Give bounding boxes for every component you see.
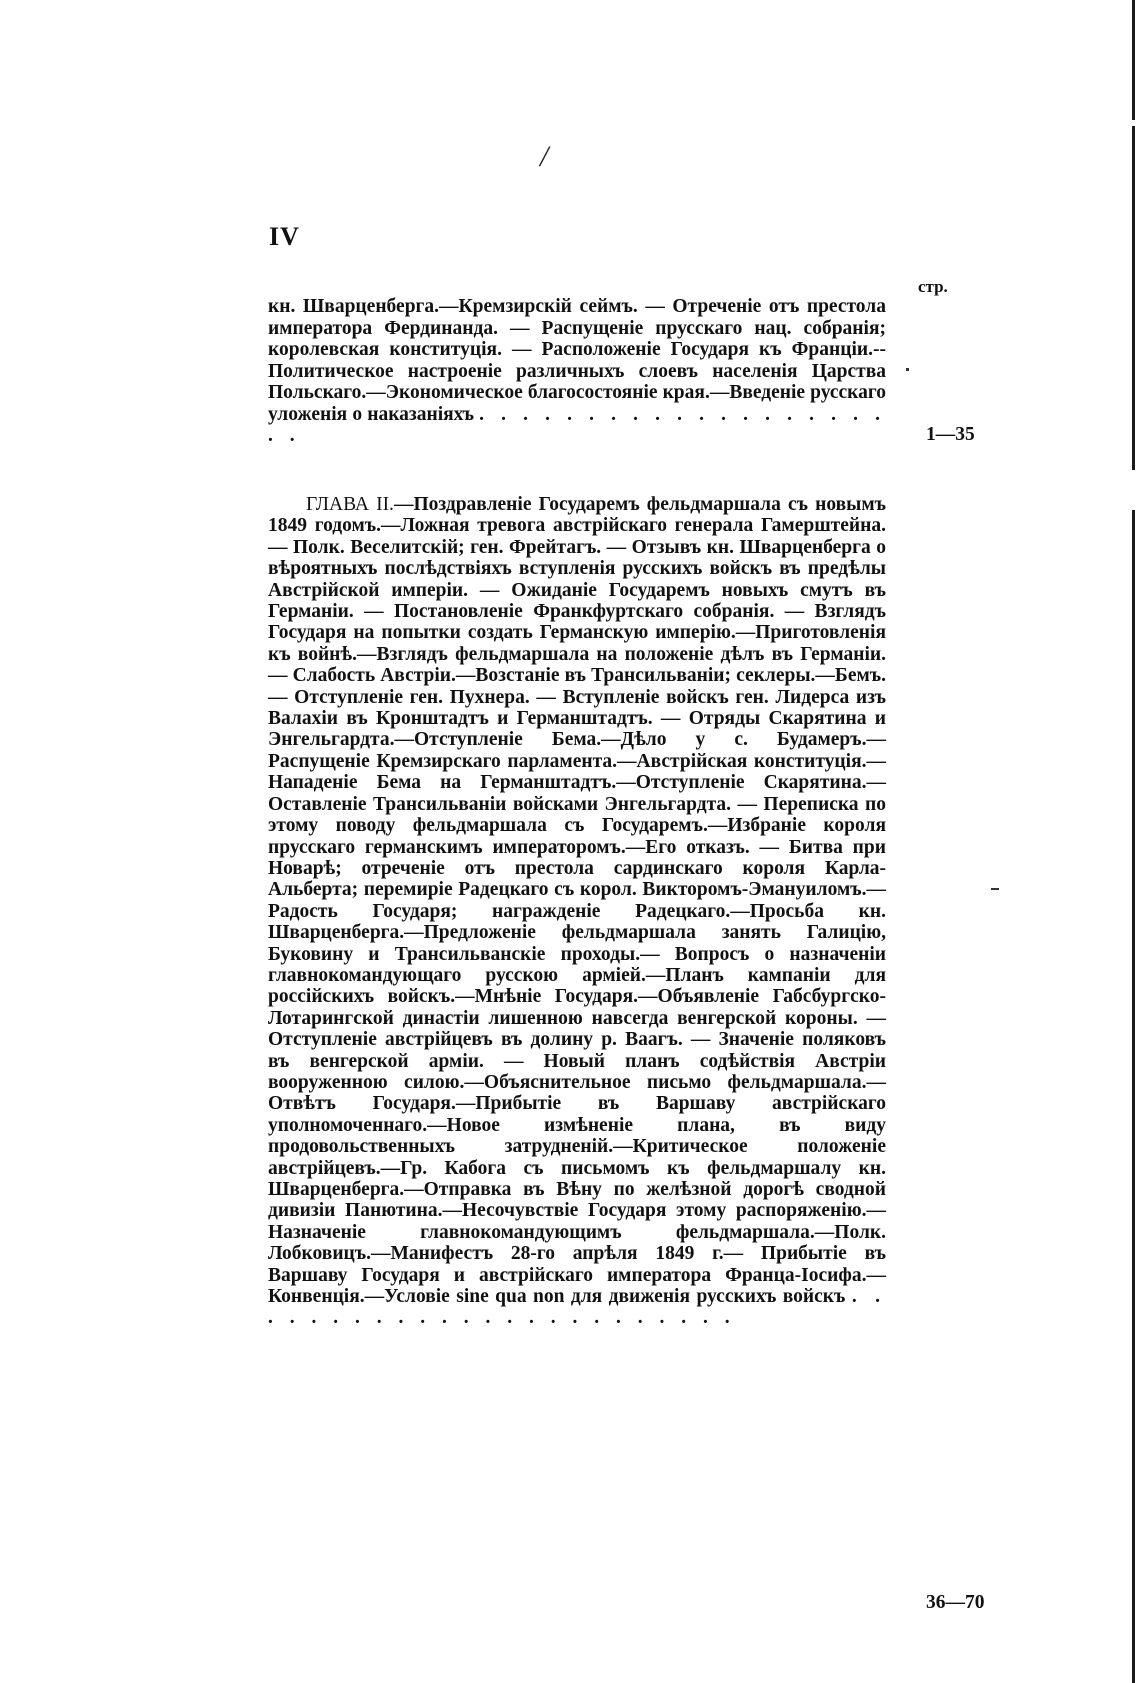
scan-speck bbox=[991, 888, 999, 890]
page-column-label: стр. bbox=[918, 277, 948, 296]
scan-speck bbox=[906, 368, 909, 371]
page-edge-rule bbox=[1132, 0, 1135, 1683]
toc-entry-text: кн. Шварценберга.—Кремзирскій сеймъ. — Отреченіе отъ престола императора Фердинанда. — Распущеніе прусскаго нац. собранія; королевская конституція. — Расположеніе Государя къ Франціи.-- Политическое настроеніе различныхъ слоевъ населенія Царства Польскаго.—Экономическое благосостояніе края.—Введеніе русскаго уложенія о наказаніяхъ bbox=[268, 296, 886, 425]
toc-entry-2 bbox=[268, 494, 886, 1329]
chapter-heading: ГЛАВА II. bbox=[306, 494, 394, 515]
dot-leader: . . . . . . . . . . . . . . . . . . . . . bbox=[268, 403, 886, 446]
toc-entry-pages: 1—35 bbox=[926, 424, 975, 445]
rule-gap bbox=[1132, 470, 1135, 510]
toc-entry-pages: 36—70 bbox=[926, 1592, 985, 1613]
stray-mark: / bbox=[540, 140, 549, 173]
page-number: IV bbox=[269, 222, 300, 251]
toc-entry-1 bbox=[268, 296, 886, 447]
rule-gap bbox=[1132, 120, 1135, 126]
dot-leader: . . . . . . . . . . . . . . . . . . . . . . . . bbox=[268, 1286, 886, 1329]
toc-entry-text: —Поздравленіе Государемъ фельдмаршала съ новымъ 1849 годомъ.—Ложная тревога австрійскаго генерала Гамерштейна.— Полк. Веселитскій; ген. Фрейтагъ. — Отзывъ кн. Шварценберга о вѣроятныхъ послѣдствіяхъ вступленія русскихъ войскъ въ предѣлы Австрійской имперіи. — Ожиданіе Государемъ новыхъ смутъ въ Германіи. — Постановленіе Франкфуртскаго собранія. — Взглядъ Государя на попытки создать Германскую имперію.—Приготовленія къ войнѣ.—Взглядъ фельдмаршала на положеніе дѣлъ въ Германіи.— Слабость Австріи.—Возстаніе въ Трансильваніи; секлеры.—Бемъ.— Отступленіе ген. Пухнера. — Вступленіе войскъ ген. Лидерса изъ Валахіи въ Кронштадтъ и Германштадтъ. — Отряды Скарятина и Энгельгардта.—Отступленіе Бема.—Дѣло у с. Будамеръ.—Распущеніе Кремзирскаго парламента.—Австрійская конституція.—Нападеніе Бема на Германштадтъ.—Отступленіе Скарятина.—Оставленіе Трансильваніи войсками Энгельгардта. — Переписка по этому поводу фельдмаршала съ Государемъ.—Избраніе короля прусскаго германскимъ императоромъ.—Его отказъ. — Битва при Новарѣ; отреченіе отъ престола сардинскаго короля Карла-Альберта; перемиріе Радецкаго съ корол. Викторомъ-Эмануиломъ.—Радость Государя; награжденіе Радецкаго.—Просьба кн. Шварценберга.—Предложеніе фельдмаршала занять Галицію, Буковину и Трансильванскіе проходы.— Вопросъ о назначеніи главнокомандующаго русскою арміей.—Планъ кампаніи для россійскихъ войскъ.—Мнѣніе Государя.—Объявленіе Габсбургско-Лотарингской династіи лишенною навсегда венгерской короны. — Отступленіе австрійцевъ въ долину р. Ваагъ. — Значеніе поляковъ въ венгерской арміи. — Новый планъ содѣйствія Австріи вооруженною силою.—Объяснительное письмо фельдмаршала.—Отвѣтъ Государя.—Прибытіе въ Варшаву австрійскаго уполномоченнаго.—Новое измѣненіе плана, въ виду продовольственныхъ затрудненій.—Критическое положеніе австрійцевъ.—Гр. Кабога съ письмомъ къ фельдмаршалу кн. Шварценберга.—Отправка въ Вѣну по желѣзной дорогѣ сводной дивизіи Панютина.—Несочувствіе Государя этому распоряженію.—Назначеніе главнокомандующимъ фельдмаршала.—Полк. Лобковицъ.—Манифестъ 28-го апрѣля 1849 г.— Прибытіе въ Варшаву Государя и австрійскаго императора Франца-Іосифа.—Конвенція.—Условіе sine qua non для движенія русскихъ войскъ bbox=[268, 494, 886, 1308]
